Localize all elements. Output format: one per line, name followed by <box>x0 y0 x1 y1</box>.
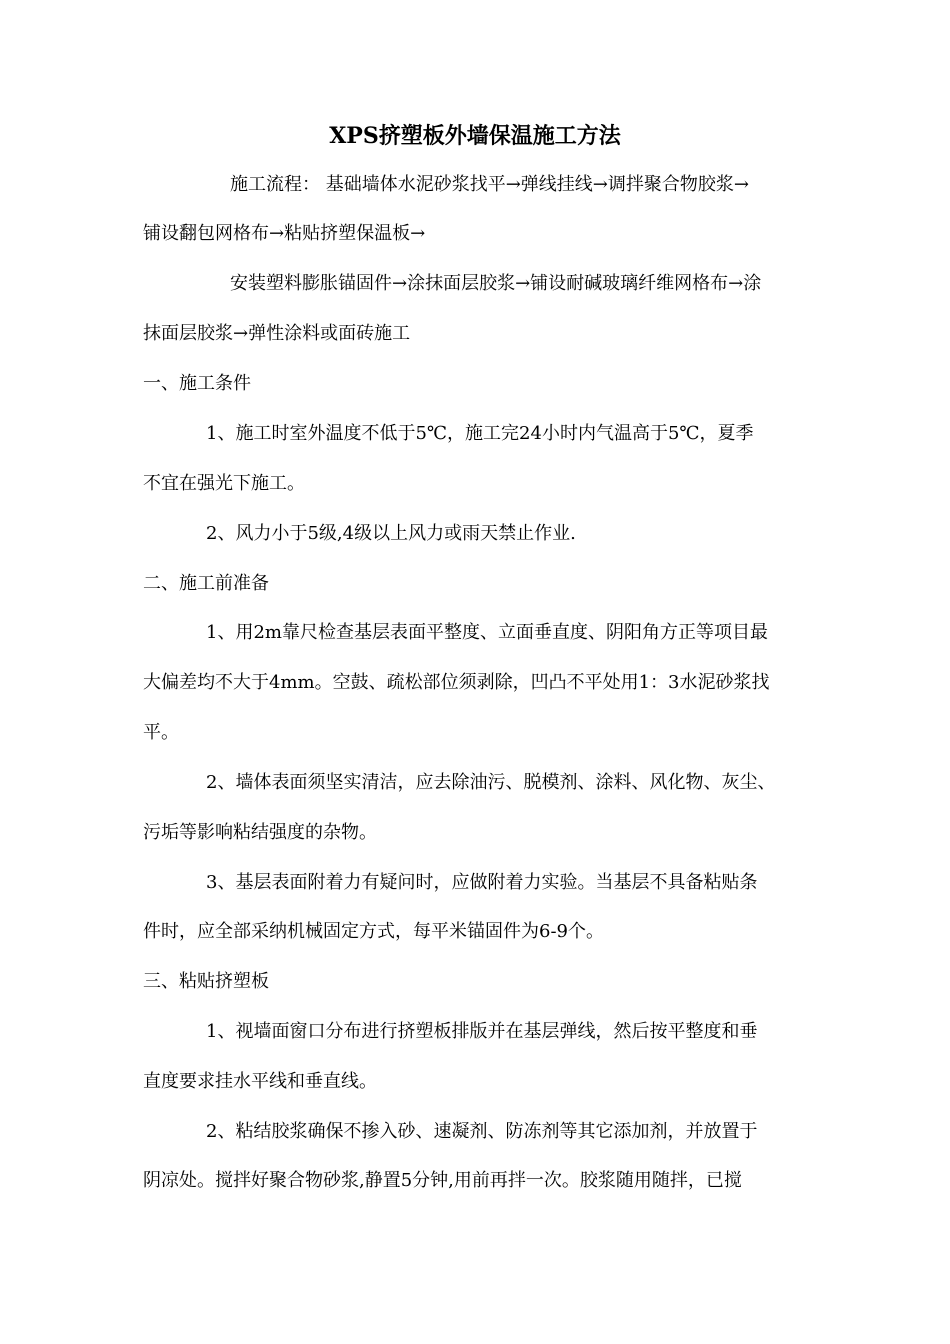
paragraph-line: 铺设翻包网格布→粘贴挤塑保温板→ <box>143 223 426 244</box>
paragraph-line: 3、基层表面附着力有疑问时，应做附着力实验。当基层不具备粘贴条 <box>206 872 758 893</box>
paragraph-line: 污垢等影响粘结强度的杂物。 <box>143 822 377 843</box>
section-heading: 三、粘贴挤塑板 <box>143 971 269 992</box>
paragraph-line: 件时，应全部采纳机械固定方式，每平米锚固件为6-9个。 <box>143 921 604 942</box>
paragraph-line: 抹面层胶浆→弹性涂料或面砖施工 <box>143 323 411 344</box>
section-heading: 二、施工前准备 <box>143 573 269 594</box>
document-title: XPS挤塑板外墙保温施工方法 <box>329 123 621 149</box>
paragraph-line: 1、视墙面窗口分布进行挤塑板排版并在基层弹线，然后按平整度和垂 <box>206 1021 758 1042</box>
paragraph-line: 施工流程： 基础墙体水泥砂浆找平→弹线挂线→调拌聚合物胶浆→ <box>230 174 749 195</box>
paragraph-line: 2、墙体表面须坚实清洁，应去除油污、脱模剂、涂料、风化物、灰尘、 <box>206 772 776 793</box>
paragraph-line: 阴凉处。搅拌好聚合物砂浆,静置5分钟,用前再拌一次。胶浆随用随拌，已搅 <box>143 1170 742 1191</box>
paragraph-line: 2、粘结胶浆确保不掺入砂、速凝剂、防冻剂等其它添加剂，并放置于 <box>206 1121 758 1142</box>
section-heading: 一、施工条件 <box>143 373 251 394</box>
paragraph-line: 1、用2m靠尺检查基层表面平整度、立面垂直度、阴阳角方正等项目最 <box>206 622 768 643</box>
paragraph-line: 大偏差均不大于4mm。空鼓、疏松部位须剥除，凹凸不平处用1：3水泥砂浆找 <box>143 672 770 693</box>
paragraph-line: 直度要求挂水平线和垂直线。 <box>143 1071 377 1092</box>
paragraph-line: 2、风力小于5级,4级以上风力或雨天禁止作业. <box>206 523 576 544</box>
paragraph-line: 1、施工时室外温度不低于5℃，施工完24小时内气温高于5℃，夏季 <box>206 423 754 444</box>
paragraph-line: 不宜在强光下施工。 <box>143 473 305 494</box>
paragraph-line: 安装塑料膨胀锚固件→涂抹面层胶浆→铺设耐碱玻璃纤维网格布→涂 <box>230 273 762 294</box>
paragraph-line: 平。 <box>143 722 179 743</box>
